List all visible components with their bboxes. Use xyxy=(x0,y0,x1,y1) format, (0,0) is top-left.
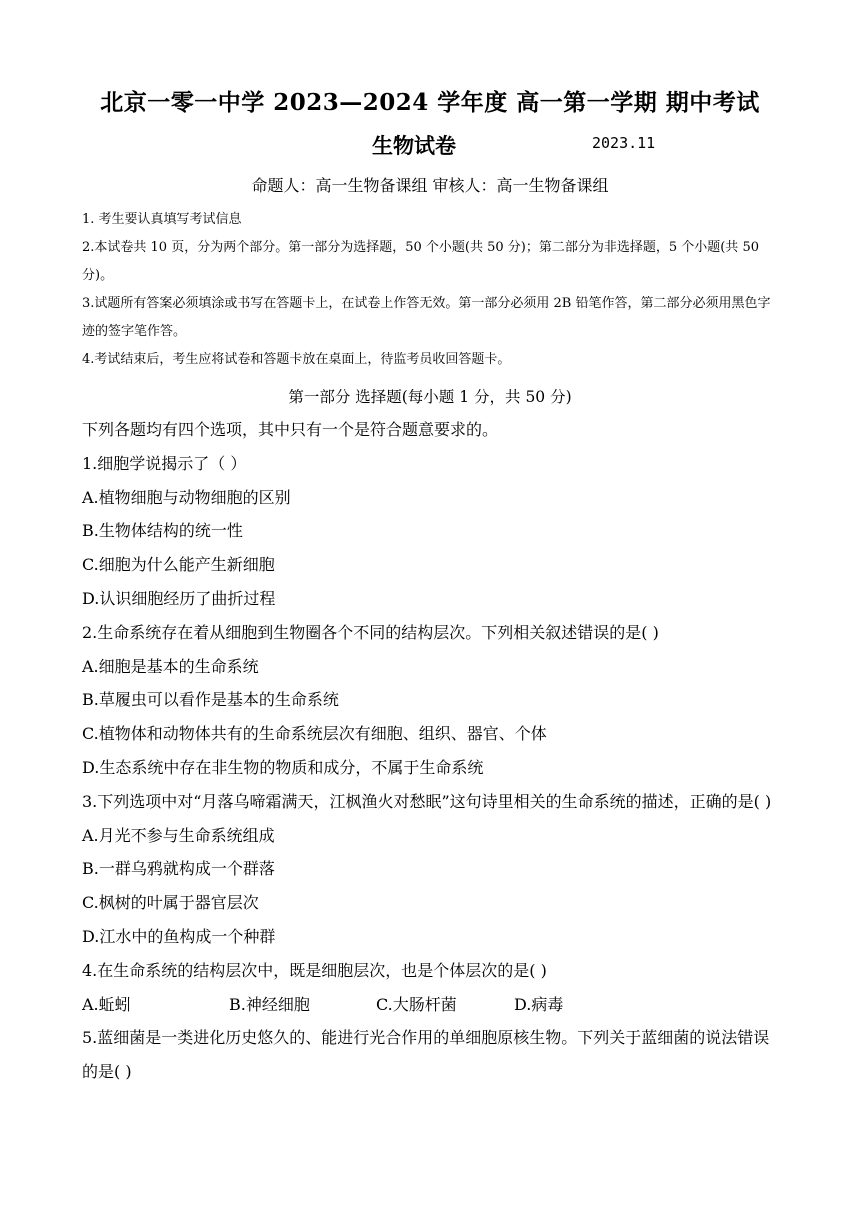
question-option: D.认识细胞经历了曲折过程 xyxy=(82,588,276,608)
question-option: A.植物细胞与动物细胞的区别 xyxy=(82,487,291,507)
authors-line: 命题人：高一生物备课组 审核人：高一生物备课组 xyxy=(251,176,609,195)
note-item: 4.考试结束后，考生应将试卷和答题卡放在桌面上，待监考员收回答题卡。 xyxy=(82,352,511,367)
exam-notes xyxy=(82,206,782,374)
question-options-row xyxy=(82,988,782,1022)
question-option: C.植物体和动物体共有的生命系统层次有细胞、组织、器官、个体 xyxy=(82,724,547,744)
note-item: 3.试题所有答案必须填涂或书写在答题卡上，在试卷上作答无效。第一部分必须用 2B 铅笔作答，第二部分必须用黑色字迹的签字笔作答。 xyxy=(82,296,771,339)
exam-subtitle: 生物试卷 xyxy=(372,133,456,158)
question-stem: 4.在生命系统的结构层次中，既是细胞层次，也是个体层次的是( ) xyxy=(82,960,547,980)
question-stem: 1.细胞学说揭示了（ ） xyxy=(82,453,247,473)
question-option: C.枫树的叶属于器官层次 xyxy=(82,893,259,913)
question-option: A.月光不参与生命系统组成 xyxy=(82,825,275,845)
question-stem: 3.下列选项中对“月落乌啼霜满天，江枫渔火对愁眠”这句诗里相关的生命系统的描述，正确的是( ) xyxy=(82,791,772,811)
question-option: C.大肠杆菌 xyxy=(376,994,457,1014)
question-option: A.细胞是基本的生命系统 xyxy=(82,656,259,676)
exam-title: 北京一零一中学 2023—2024 学年度 高一第一学期 期中考试 xyxy=(100,89,760,116)
question-option: D.江水中的鱼构成一个种群 xyxy=(82,926,276,946)
section-title: 第一部分 选择题(每小题 1 分，共 50 分) xyxy=(288,388,572,406)
note-item: 2.本试卷共 10 页，分为两个部分。第一部分为选择题，50 个小题(共 50 分)；第二部分为非选择题，5 个小题(共 50 分)。 xyxy=(82,240,759,283)
question-stem: 5.蓝细菌是一类进化历史悠久的、能进行光合作用的单细胞原核生物。下列关于蓝细菌的说法错误的是( ) xyxy=(82,1028,770,1082)
question-option: B.生物体结构的统一性 xyxy=(82,521,243,541)
question-stem: 2.生命系统存在着从细胞到生物圈各个不同的结构层次。下列相关叙述错误的是( ) xyxy=(82,622,659,642)
question-body xyxy=(82,413,782,1089)
question-option: B.草履虫可以看作是基本的生命系统 xyxy=(82,690,339,710)
exam-date: 2023.11 xyxy=(592,134,656,152)
note-item: 1. 考生要认真填写考试信息 xyxy=(82,212,242,227)
question-option: D.生态系统中存在非生物的物质和成分，不属于生命系统 xyxy=(82,757,484,777)
subtitle-row xyxy=(0,130,860,160)
question-option: D.病毒 xyxy=(514,994,564,1014)
question-option: C.细胞为什么能产生新细胞 xyxy=(82,555,275,575)
question-option: B.神经细胞 xyxy=(229,994,310,1014)
section-instruction: 下列各题均有四个选项，其中只有一个是符合题意要求的。 xyxy=(82,420,499,439)
question-option: B.一群乌鸦就构成一个群落 xyxy=(82,859,275,879)
question-option: A.蚯蚓 xyxy=(82,994,131,1014)
